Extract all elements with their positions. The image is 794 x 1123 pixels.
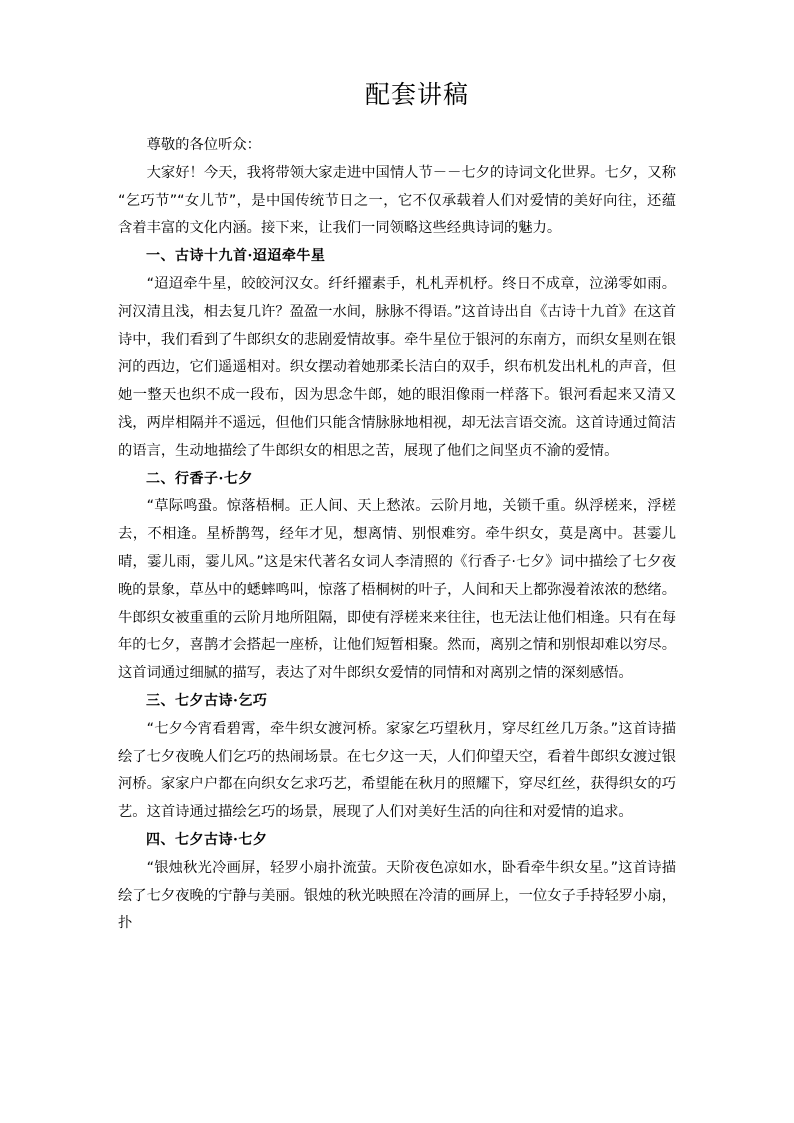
section-heading-1: 一、古诗十九首·迢迢牵牛星 (146, 248, 326, 265)
salutation-line: 尊敬的各位听众： (146, 137, 261, 153)
page-title: 配套讲稿 (364, 80, 469, 109)
section-body-1: “迢迢牵牛星，皎皎河汉女。纤纤擢素手，札札弄机杼。终日不成章，泣涕零如雨。河汉清且浅，相去复几许？盈盈一水间，脉脉不得语。”这首诗出自《古诗十九首》在这首诗中，我们看到了牛郎织女的悲剧爱情故事。牵牛星位于银河的东南方，而织女星则在银河的西边，它们遥遥相对。织女摆动着她那柔长洁白的双手，织布机发出札札的声音，但她一整天也织不成一段布，因为思念牛郎，她的眼泪像雨一样落下。银河看起来又清又浅，两岸相隔并不遥远，但他们只能含情脉脉地相视，却无法言语交流。这首诗通过简洁的语言，生动地描绘了牛郎织女的相思之苦，展现了他们之间坚贞不渝的爱情。 (118, 275, 676, 459)
section-body-4: “银烛秋光冷画屏，轻罗小扇扑流萤。天阶夜色凉如水，卧看牵牛织女星。”这首诗描绘了七夕夜晚的宁静与美丽。银烛的秋光映照在冷清的画屏上，一位女子手持轻罗小扇，扑 (118, 859, 676, 932)
section-body-3: “七夕今宵看碧霄，牵牛织女渡河桥。家家乞巧望秋月，穿尽红丝几万条。”这首诗描绘了七夕夜晚人们乞巧的热闹场景。在七夕这一天，人们仰望天空，看着牛郎织女渡过银河桥。家家户户都在向织女乞求巧艺，希望能在秋月的照耀下，穿尽红丝，获得织女的巧艺。这首诗通过描绘乞巧的场景，展现了人们对美好生活的向往和对爱情的追求。 (118, 720, 676, 821)
section-body-2: “草际鸣蛩。惊落梧桐。正人间、天上愁浓。云阶月地，关锁千重。纵浮槎来，浮槎去，不相逢。星桥鹊驾，经年才见，想离情、别恨难穷。牵牛织女，莫是离中。甚霎儿晴，霎儿雨，霎儿风。”这是宋代著名女词人李清照的《行香子·七夕》词中描绘了七夕夜晚的景象，草丛中的蟋蟀鸣叫，惊落了梧桐树的叶子，人间和天上都弥漫着浓浓的愁绪。牛郎织女被重重的云阶月地所阻隔，即使有浮槎来来往往，也无法让他们相逢。只有在每年的七夕，喜鹊才会搭起一座桥，让他们短暂相聚。然而，离别之情和别恨却难以穷尽。这首词通过细腻的描写，表达了对牛郎织女爱情的同情和对离别之情的深刻感悟。 (118, 498, 676, 682)
section-heading-3: 三、七夕古诗·乞巧 (146, 692, 268, 709)
section-heading-4: 四、七夕古诗·七夕 (146, 831, 268, 848)
intro-paragraph: 大家好！今天，我将带领大家走进中国情人节－－七夕的诗词文化世界。七夕，又称“乞巧节”“女儿节”，是中国传统节日之一，它不仅承载着人们对爱情的美好向往，还蕴含着丰富的文化内涵。接下来，让我们一同领略这些经典诗词的魅力。 (118, 164, 676, 237)
section-heading-2: 二、行香子·七夕 (146, 470, 253, 487)
document-body (118, 78, 676, 938)
